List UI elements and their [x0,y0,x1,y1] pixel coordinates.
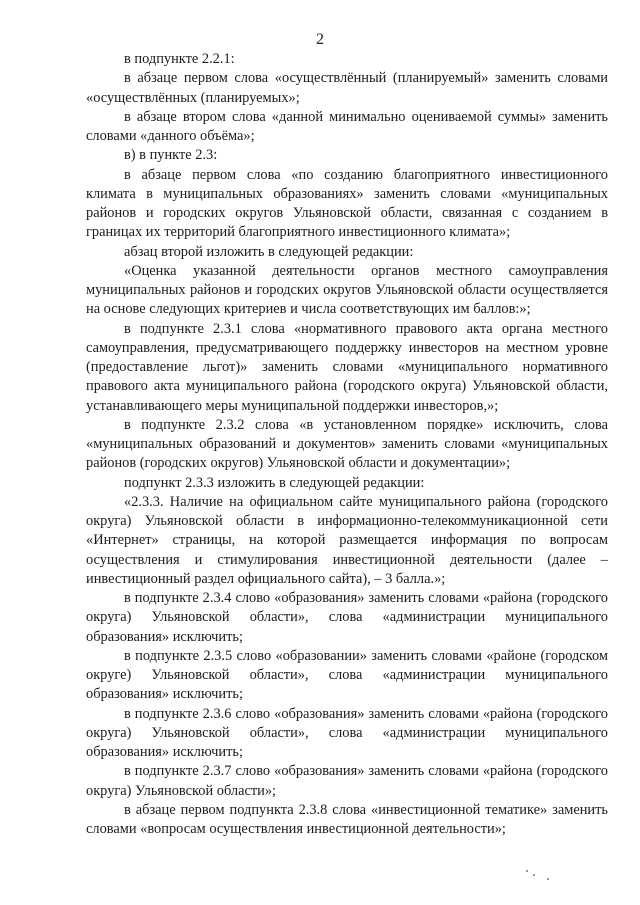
paragraph: в подпункте 2.3.6 слово «образования» заменить словами «района (городского округа) Ульяновской области», слова «администрации муниципального образования» исключить; [86,705,608,760]
scan-speck [533,874,535,876]
paragraph: «Оценка указанной деятельности органов местного самоуправления муниципальных районов и городских округов Ульяновской области осуществляется на основе следующих критериев и числа соответствующих им баллов:»; [86,262,608,318]
paragraph: в) в пункте 2.3: [124,147,218,164]
paragraph: подпункт 2.3.3 изложить в следующей редакции: [124,474,425,491]
scan-speck [547,878,549,880]
paragraph: абзац второй изложить в следующей редакции: [124,243,414,260]
paragraph: в абзаце первом слова «осуществлённый (планируемый» заменить словами «осуществлённых (планируемых»; [86,70,608,106]
paragraph: в подпункте 2.3.2 слова «в установленном порядке» исключить, слова «муниципальных образований и документов» заменить словами «муниципальных районов (городских округов) Ульяновской области и документации»; [86,416,608,472]
paragraph: «2.3.3. Наличие на официальном сайте муниципального района (городского округа) Ульяновской области в информационно-телекоммуникационной сети «Интернет» страницы, на которой размещается информация по вопросам осуществления и стимулирования инвестиционной деятельности (далее – инвестиционный раздел официального сайта), – 3 балла.»; [86,493,608,587]
document-body [86,50,608,839]
scan-speck [526,870,528,872]
paragraph: в абзаце втором слова «данной минимально оцениваемой суммы» заменить словами «данного объёма»; [86,108,608,144]
page-number: 2 [316,31,324,48]
paragraph: в абзаце первом слова «по созданию благоприятного инвестиционного климата в муниципальных образованиях» заменить словами «муниципальных районов и городских округов Ульяновской области, связанная с созданием в границах их территорий благоприятного инвестиционного климата»; [86,166,608,241]
paragraph: в подпункте 2.3.5 слово «образовании» заменить словами «районе (городском округе) Ульяновской области», слова «администрации муниципального образования» исключить; [86,647,608,703]
paragraph: в подпункте 2.3.1 слова «нормативного правового акта органа местного самоуправления, предусматривающего поддержку инвесторов на местном уровне (предоставление льгот)» заменить словами «муниципального нормативного правового акта муниципального района (городского округа) Ульяновской области, устанавливающего меры муниципальной поддержки инвесторов,»; [86,320,608,414]
paragraph: в подпункте 2.3.7 слово «образования» заменить словами «района (городского округа) Ульяновской области»; [86,763,608,799]
paragraph: в подпункте 2.2.1: [124,51,235,67]
paragraph: в абзаце первом подпункта 2.3.8 слова «инвестиционной тематике» заменить словами «вопросам осуществления инвестиционной деятельности»; [86,801,608,837]
paragraph: в подпункте 2.3.4 слово «образования» заменить словами «района (городского округа) Ульяновской области», слова «администрации муниципального образования» исключить; [86,590,608,645]
